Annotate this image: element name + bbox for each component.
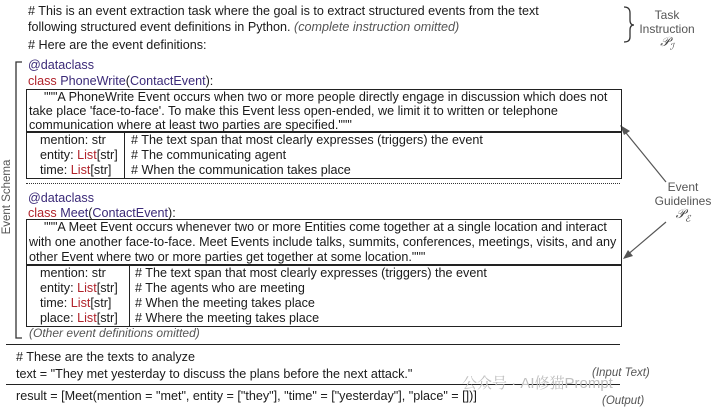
guideline-arrow-2: [626, 222, 666, 256]
field-suffix: [str]: [96, 311, 118, 325]
phonewrite-class-keyword: class: [28, 74, 57, 88]
text-assignment: text = "They met yesterday to discuss the plans before the next attack.": [16, 367, 413, 381]
input-text-label: (Input Text): [592, 367, 650, 379]
field-suffix: [str]: [96, 148, 118, 162]
field-suffix: [str]: [96, 281, 118, 295]
event-guidelines-label-2: Guidelines: [654, 194, 712, 208]
meet-comment-mention: # The text span that most clearly expresses (triggers) the event: [135, 266, 487, 280]
meet-doc-line-2: with one another face-to-face. Meet Events include talks, summits, conferences, meetings, visits, and any: [29, 235, 617, 249]
meet-paren-open: (: [88, 206, 93, 220]
meet-doc-line-3: other Event where two or more parties get together at some location.""": [29, 250, 426, 264]
event-schema-label: Event Schema: [1, 159, 13, 235]
event-guidelines-label-1: Event: [667, 180, 699, 194]
meet-comment-entity: # The agents who are meeting: [135, 281, 305, 295]
guideline-arrow-1: [622, 128, 666, 182]
phonewrite-field-mention: [40, 133, 106, 148]
meet-parent-class: ContactEvent: [92, 206, 169, 220]
phonewrite-class-line: [28, 74, 213, 89]
result-line: result = [Meet(mention = "met", entity = ["they"], "time" = ["yesterday"], "place" = [])]: [16, 389, 477, 403]
phonewrite-comment-mention: # The text span that most clearly expresses (triggers) the event: [131, 133, 483, 147]
phonewrite-doc-line-2: take place 'face-to-face'. To make this Event less open-ended, we limit it to written or telephone: [29, 104, 558, 118]
phonewrite-parent-class: ContactEvent: [129, 74, 206, 88]
meet-class-name: Meet: [60, 206, 89, 220]
phonewrite-decorator: @dataclass: [28, 58, 94, 72]
meet-comment-place: # Where the meeting takes place: [135, 311, 320, 325]
texts-separator: [6, 344, 620, 345]
phonewrite-comment-entity: # The communicating agent: [131, 148, 287, 162]
meet-doc-line-1: """A Meet Event occurs whenever two or more Entities come together at a single location and interact: [44, 220, 607, 234]
task-instruction-label-1: Task: [654, 8, 680, 22]
watermark: 公众号 · AI修猫Prompt: [462, 375, 613, 392]
meet-field-time: [40, 296, 111, 311]
task-instruction-symbol: [632, 36, 702, 55]
field-list-type: List: [77, 281, 97, 295]
output-label: (Output): [602, 395, 645, 407]
meet-decorator: @dataclass: [28, 191, 94, 205]
field-prefix: entity:: [40, 148, 78, 162]
field-list-type: List: [77, 311, 97, 325]
phonewrite-class-name: PhoneWrite: [60, 74, 126, 88]
field-list-type: List: [70, 163, 91, 177]
task-instruction-label: [632, 8, 702, 55]
guide-symbol-p: 𝒫: [675, 207, 685, 222]
phonewrite-paren-open: (: [125, 74, 130, 88]
phonewrite-comment-time: # When the communication takes place: [131, 163, 351, 177]
phonewrite-doc-line-3: communication where at least two parties are specified.""": [29, 118, 352, 132]
meet-class-keyword: class: [28, 206, 57, 220]
class-separator: [26, 183, 620, 184]
meet-paren-close: ):: [168, 206, 176, 220]
field-list-type: List: [70, 296, 91, 310]
field-prefix: mention: str: [40, 266, 106, 280]
task-symbol-p: 𝒫: [660, 35, 670, 50]
schema-bracket: [16, 62, 22, 338]
task-symbol-sub: ℐ: [669, 42, 674, 53]
field-list-type: List: [77, 148, 97, 162]
phonewrite-field-time: [40, 163, 111, 178]
phonewrite-fields-divider: [124, 131, 125, 178]
meet-field-place: [40, 311, 118, 326]
phonewrite-doc-line-1: """A PhoneWrite Event occurs when two or more people directly engage in discussion which does not: [44, 90, 608, 104]
meet-field-entity: [40, 281, 118, 296]
field-prefix: place:: [40, 311, 78, 325]
instruction-line-3: # Here are the event definitions:: [28, 38, 207, 52]
event-guidelines-symbol: [648, 208, 718, 227]
field-prefix: entity:: [40, 281, 78, 295]
meet-fields-divider: [129, 264, 130, 326]
instruction-line-1: # This is an event extraction task where the goal is to extract structured events from the text: [28, 4, 539, 18]
event-guidelines-label: [648, 180, 718, 227]
instruction-omitted-note: (complete instruction omitted): [294, 20, 460, 34]
field-suffix: [str]: [90, 163, 112, 177]
meet-field-mention: [40, 266, 106, 281]
texts-comment: # These are the texts to analyze: [16, 350, 195, 364]
field-suffix: [str]: [90, 296, 112, 310]
instruction-line-2-text: following structured event definitions in Python.: [28, 20, 291, 34]
field-prefix: time:: [40, 296, 71, 310]
meet-comment-time: # When the meeting takes place: [135, 296, 315, 310]
task-instruction-label-2: Instruction: [639, 22, 695, 36]
phonewrite-field-entity: [40, 148, 118, 163]
other-definitions-omitted: (Other event definitions omitted): [29, 326, 200, 340]
field-prefix: time:: [40, 163, 71, 177]
phonewrite-paren-close: ):: [205, 74, 214, 88]
field-prefix: mention: str: [40, 133, 106, 147]
guide-symbol-sub: ℰ: [684, 214, 691, 225]
